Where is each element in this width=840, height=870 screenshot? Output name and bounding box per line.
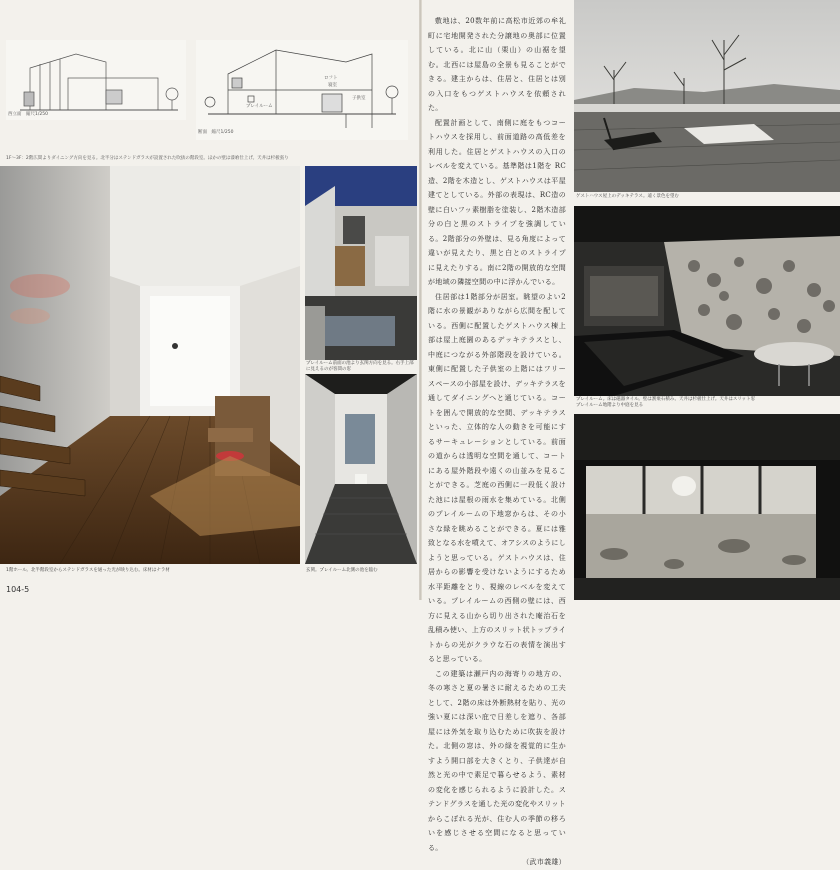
playroom-photo-svg — [574, 206, 840, 396]
entrance-photo — [305, 374, 417, 564]
interior-photo-svg — [0, 166, 300, 564]
article-body — [428, 14, 566, 870]
west-elevation-drawing — [6, 40, 186, 120]
gutter — [419, 0, 422, 600]
terrace-photo-svg — [574, 0, 840, 192]
basement-photo-svg — [574, 414, 840, 600]
article-paragraph: 配置計画として、南側に庭をもつコートハウスを採用し、前面道路の高低差を利用した。住居とゲストハウスの入口のレベルを変えている。基準階は1階を RC造、2階を木造とし、ゲストハウスは平屋建てとしている。外部の表現は、RC造の壁に白いフッ素樹脂を塗装し、2階木造部分の白と黒のストライプを強調している。2階部分の外壁は、見る角度によって違いが見えたり、黒と白とのストライプに見えたりする。南に2階の開放的な空間が地域の隣接空間の中に浮かんでいる。 — [428, 118, 566, 286]
section-label-bedroom: 寝室 — [328, 83, 337, 88]
section-svg — [196, 40, 408, 140]
entrance-photo-caption: 玄関。プレイルーム北側の池を臨む — [306, 568, 378, 573]
page-folio: 104-5 — [6, 585, 30, 594]
section-caption: 断面 縮尺1/250 — [198, 130, 234, 135]
interior-photo-caption: 1階ホール。北半階段室からステンドガラスを通った光が映り込む。床材はナラ材 — [6, 568, 170, 573]
playroom-photo-caption: プレイルーム。床は磁器タイル。壁は割栗石積み。天井は杉板仕上げ。天井はスリット窓 — [576, 397, 756, 402]
author-credit: （武市義雄） — [522, 858, 566, 866]
courtyard-photo-caption: プレイルーム前面の池より玄関方向を見る。右手上部に見えるのが客間の窓 — [306, 361, 414, 372]
courtyard-photo — [305, 166, 417, 360]
playroom-photo-caption-2: プレイルーム地階より中庭を見る — [576, 403, 644, 408]
section-label-playroom: プレイルーム — [246, 104, 273, 109]
article-paragraph: 敷地は、20数年前に高松市近郊の牟礼町に宅地開発された分譲地の奥部に位置している。北に山（栗山）の山裾を望む。北西には屋島の全景も見ることができる。建主からは、住居と、住居とは別の入口をもつゲストハウスを依頼された。 — [428, 17, 566, 112]
courtyard-photo-svg — [305, 166, 417, 360]
article-paragraph: この建築は瀬戸内の海寄りの地方の、冬の寒さと夏の暑さに耐えるための工夫として、2階の床は外断熱材を貼り、光の強い夏には深い庇で日差しを遮り、各部屋には外気を取り込むために吹抜を設けた。北側の窓は、外の緑を視覚的に生かすよう開口部を大きくとり、子供達が自然と光の中で素足で暮らせるよう、素材の変化を感じられるように設計した。ステンドグラスを通した光の変化やスリットからこぼれる光が、住む人の季節の移ろいを感じさせる空間になると思っている。 — [428, 669, 566, 852]
section-drawing — [196, 40, 408, 140]
article-paragraph: 住居部は1階部分が居室。眺望のよい2階に水の景観がありながら広間を配している。西側に配置したゲストハウス棟上部は屋上庭園のあるデッキテラスとし、中庭につながる外部階段を設けている。東側に配置した子供室の上階にはフリースペースの小部屋を設け、デッキテラスを通してダイニングへと通じている。コートを囲んで開放的な空間、デッキテラスといった、立体的な人の動きを可能にするサーキュレーションとしている。前面の道からは透明な空間を通して、コートにある屋外階段や遠くの山並みを見ることができる。芝庭の西側に一段低く設けた池には屋根の雨水を集めている。北側のプレイルームの下地窓からは、その小さな緑を眺めることができる。夏には雅致となる水を噴えて、オアシスのようにしようと思っている。ゲストハウスは、住居からの影響を受けないようにするため水平距離をとり、視線のレベルを変えている。プレイルームの西側の壁には、西方に見える山から切り出された庵治石を乱積み使い、上方のスリット状トップライトからの光がクラウな石の表情を演出すると思っている。 — [428, 292, 566, 663]
entrance-photo-svg — [305, 374, 417, 564]
west-elevation-caption: 西立面 縮尺1/250 — [8, 112, 48, 117]
top-caption: 1F～3F：2階広間よりダイニング方向を見る。北半分はステンドガラスが設置された吹抜の階段室。ほかの壁は漆喰仕上げ。天井は杉板張り — [6, 156, 289, 161]
playroom-photo — [574, 206, 840, 396]
terrace-photo — [574, 0, 840, 192]
interior-photo — [0, 166, 300, 564]
basement-photo — [574, 414, 840, 600]
west-elevation-svg — [6, 40, 186, 120]
section-label-loft: ロフト — [324, 76, 338, 81]
terrace-photo-caption: ゲストハウス屋上のデッキテラス。遠く景色を望む — [576, 194, 680, 199]
section-label-kids-room: 子供室 — [352, 96, 366, 101]
